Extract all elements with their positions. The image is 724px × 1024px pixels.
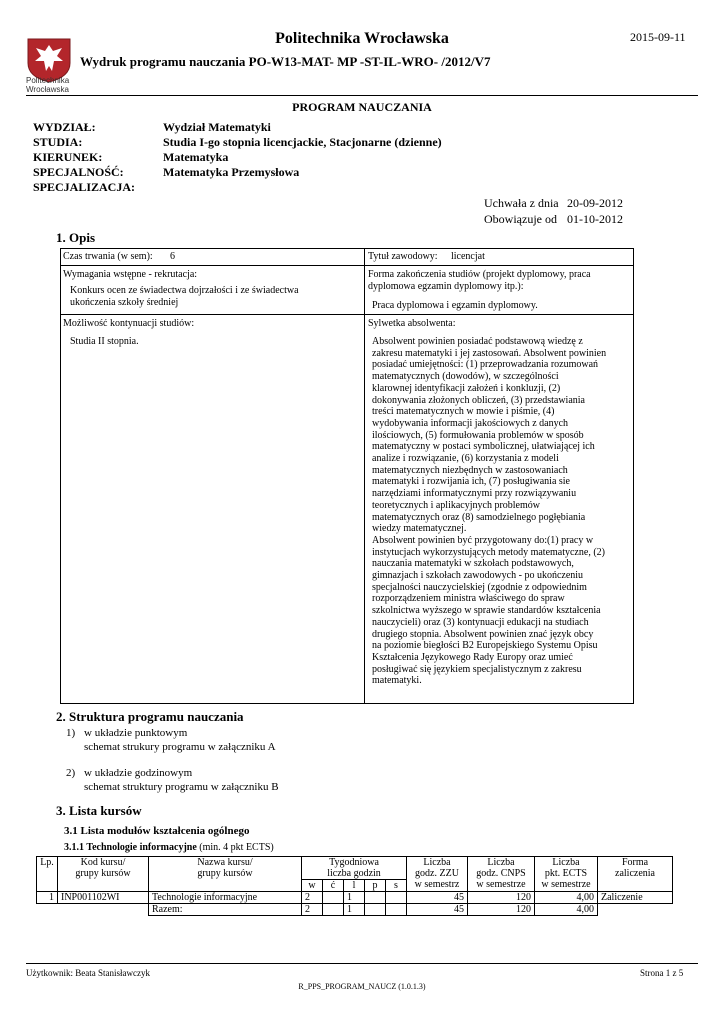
wymagania-value-line2: ukończenia szkoły średniej <box>70 297 179 308</box>
obowiazuje-date: 01-10-2012 <box>567 212 623 226</box>
table-row <box>37 892 673 904</box>
sylwetka-line: posiadać umiejętności: (1) przeprowadzania rozumowań <box>372 359 599 371</box>
header-zzu: Liczba godz. ZZU w semestrz <box>407 857 468 892</box>
cell-lp: 1 <box>37 892 58 904</box>
sylwetka-line: treści matematycznych w mowie i piśmie, (4) <box>372 406 555 418</box>
value-kierunek: Matematyka <box>163 150 229 164</box>
value-studia: Studia I-go stopnia licencjackie, Stacjonarne (dzienne) <box>163 135 442 149</box>
cell-zzu: 45 <box>407 892 468 904</box>
tytul-value: licencjat <box>451 251 485 262</box>
sylwetka-line: rozporządzeniem ministra właściwego do spraw <box>372 593 565 605</box>
sylwetka-line: dokonywania złożonych obliczeń, (3) przedstawiania <box>372 394 585 406</box>
header-p: p <box>365 880 386 892</box>
cell-forma: Zaliczenie <box>598 892 673 904</box>
header-s: s <box>386 880 407 892</box>
sylwetka-line: Absolwent powinien posiadać podstawową wiedzę z <box>372 336 583 347</box>
subsection-technologie-note: (min. 4 pkt ECTS) <box>199 842 274 853</box>
header-l: l <box>344 880 365 892</box>
cell-l: 1 <box>344 904 365 916</box>
forma-label-line2: dyplomowa egzamin dyplomowy itp.): <box>368 281 524 292</box>
header-lp: Lp. <box>37 857 58 892</box>
label-studia: STUDIA: <box>33 135 83 149</box>
sylwetka-line: Absolwent powinien być przygotowany do:(1) pracy w <box>372 534 594 546</box>
sylwetka-line: klarownej identyfikacji założeń i konkluzji, (2) <box>372 382 561 394</box>
sylwetka-line: narzędziami informatycznymi przy rozwiązywaniu <box>372 488 577 500</box>
sylwetka-line: gimnazjach i szkołach zawodowych - po ukończeniu <box>372 570 584 582</box>
czas-value: 6 <box>170 251 175 262</box>
header-kod: Kod kursu/ grupy kursów <box>58 857 149 892</box>
cell-c <box>323 904 344 916</box>
table-row-total <box>37 904 673 916</box>
cell-s <box>386 892 407 904</box>
footer-report-code: R_PPS_PROGRAM_NAUCZ (1.0.1.3) <box>298 982 426 991</box>
label-specjalnosc: SPECJALNOŚĆ: <box>33 165 124 179</box>
cell-kod <box>58 904 149 916</box>
sylwetka-line: wydobywania informacji jakościowych z danych <box>372 417 569 429</box>
sylwetka-line: instytucjach wykorzystujących metody matematyczne, (2) <box>372 546 605 558</box>
section-struktura-heading: 2. Struktura programu nauczania <box>56 709 244 724</box>
cell-p <box>365 892 386 904</box>
course-table <box>36 856 673 916</box>
cell-ects: 4,00 <box>535 904 598 916</box>
sylwetka-line: nauczycieli) oraz (3) kontynuacji edukacji na studiach <box>372 616 589 628</box>
sylwetka-line: matematyki. <box>372 675 422 687</box>
struktura-item2-desc: schemat struktury programu w załączniku B <box>84 781 279 793</box>
sylwetka-line: matematycznych oraz (8) samodzielnego pogłębiania <box>372 511 586 523</box>
header-cnps: Liczba godz. CNPS w semestrze <box>468 857 535 892</box>
section-opis-heading: 1. Opis <box>56 230 96 245</box>
forma-value: Praca dyplomowa i egzamin dyplomowy. <box>372 300 538 311</box>
sylwetka-text <box>372 336 634 687</box>
struktura-item2-number: 2) <box>66 767 76 779</box>
sylwetka-line: nauczania matematyki w szkołach podstawowych, <box>372 558 574 570</box>
value-specjalnosc: Matematyka Przemysłowa <box>163 165 300 179</box>
cell-c <box>323 892 344 904</box>
university-name: Politechnika Wrocławska <box>275 30 449 47</box>
cell-l: 1 <box>344 892 365 904</box>
logo-caption: Politechnika Wrocławska <box>26 76 70 94</box>
label-specjalizacja: SPECJALIZACJA: <box>33 180 136 194</box>
header-c: ć <box>323 880 344 892</box>
uchwala-date: 20-09-2012 <box>567 196 623 210</box>
sylwetka-line: drugiego stopnia. Absolwent powinien znać język obcy <box>372 628 594 640</box>
value-wydzial: Wydział Matematyki <box>163 120 271 134</box>
print-date: 2015-09-11 <box>630 30 686 44</box>
header-w: w <box>302 880 323 892</box>
sylwetka-line: ilościowych, (5) formułowania problemów w sposób <box>372 429 584 441</box>
sylwetka-line: Kształcenia Językowego Rady Europy oraz umieć <box>372 651 573 663</box>
subsection-technologie-title: 3.1.1 Technologie informacyjne <box>64 842 197 853</box>
sylwetka-line: na poziomie biegłości B2 Europejskiego Systemu Opisu <box>372 640 598 652</box>
sylwetka-line: matematycznych niezbędnych w zastosowaniach <box>372 464 568 476</box>
cell-cnps: 120 <box>468 892 535 904</box>
cell-lp <box>37 904 58 916</box>
label-wydzial: WYDZIAŁ: <box>33 120 96 134</box>
cell-s <box>386 904 407 916</box>
cell-p <box>365 904 386 916</box>
struktura-item1-number: 1) <box>66 727 76 739</box>
wymagania-label: Wymagania wstępne - rekrutacja: <box>63 269 198 280</box>
footer-page-number: Strona 1 z 5 <box>640 968 684 978</box>
struktura-item2-title: w układzie godzinowym <box>84 767 193 779</box>
cell-kontynuacja <box>60 314 365 704</box>
cell-w: 2 <box>302 904 323 916</box>
kontynuacja-label: Możliwość kontynuacji studiów: <box>63 318 195 329</box>
cell-zzu: 45 <box>407 904 468 916</box>
footer-user: Użytkownik: Beata Stanisławczyk <box>26 968 150 978</box>
uchwala-label: Uchwała z dnia <box>484 196 559 210</box>
sylwetka-line: szkolnictwa wyższego w sprawie standardów kształcenia <box>372 605 601 617</box>
obowiazuje-label: Obowiązuje od <box>484 212 557 226</box>
cell-w: 2 <box>302 892 323 904</box>
sylwetka-line: posługiwać się językiem specjalistycznym z zakresu <box>372 663 582 675</box>
document-title: Wydruk programu nauczania PO-W13-MAT- MP -ST-IL-WRO- /2012/V7 <box>80 54 491 69</box>
czas-label: Czas trwania (w sem): <box>63 251 153 262</box>
cell-cnps: 120 <box>468 904 535 916</box>
sylwetka-line: matematycznych (dowodów), w szczególności <box>372 371 559 383</box>
cell-nazwa: Technologie informacyjne <box>149 892 302 904</box>
forma-label-line1: Forma zakończenia studiów (projekt dyplomowy, praca <box>368 269 591 280</box>
header-divider <box>26 95 698 96</box>
cell-forma <box>598 904 673 916</box>
program-heading: PROGRAM NAUCZANIA <box>292 100 432 114</box>
sylwetka-line: zakresu matematyki i jej zastosowań. Absolwent powinien <box>372 347 607 359</box>
header-tygodniowa: Tygodniowa liczba godzin <box>302 857 407 880</box>
subsection-moduly: 3.1 Lista modułów kształcenia ogólnego <box>64 825 250 837</box>
label-kierunek: KIERUNEK: <box>33 150 103 164</box>
footer-divider <box>26 963 698 964</box>
sylwetka-line: specjalności nauczycielskiej (zgodnie z odpowiednim <box>372 581 587 593</box>
sylwetka-line: analize i rozwiązanie, (6) korzystania z modeli <box>372 453 559 465</box>
table-header-row <box>37 857 673 880</box>
section-lista-heading: 3. Lista kursów <box>56 803 142 818</box>
subsection-technologie <box>64 842 274 853</box>
kontynuacja-value: Studia II stopnia. <box>70 336 139 347</box>
sylwetka-line: matematyczny w postaci symbolicznej, ułatwiającej ich <box>372 441 595 453</box>
struktura-item1-desc: schemat strukury programu w załączniku A <box>84 741 276 753</box>
sylwetka-label: Sylwetka absolwenta: <box>368 318 456 329</box>
cell-ects: 4,00 <box>535 892 598 904</box>
header-nazwa: Nazwa kursu/ grupy kursów <box>149 857 302 892</box>
cell-nazwa: Razem: <box>149 904 302 916</box>
wymagania-value-line1: Konkurs ocen ze świadectwa dojrzałości i ze świadectwa <box>70 285 299 296</box>
cell-kod: INP001102WI <box>58 892 149 904</box>
struktura-item1-title: w układzie punktowym <box>84 727 188 739</box>
sylwetka-line: matematyki i rozwijania ich, (7) posługiwania sie <box>372 476 570 488</box>
header-forma: Forma zaliczenia <box>598 857 673 892</box>
sylwetka-line: teoretycznych i aplikacyjnych problemów <box>372 499 540 511</box>
tytul-label: Tytuł zawodowy: <box>368 251 438 262</box>
header-ects: Liczba pkt. ECTS w semestrze <box>535 857 598 892</box>
sylwetka-line: wiedzy matematycznej. <box>372 523 467 535</box>
